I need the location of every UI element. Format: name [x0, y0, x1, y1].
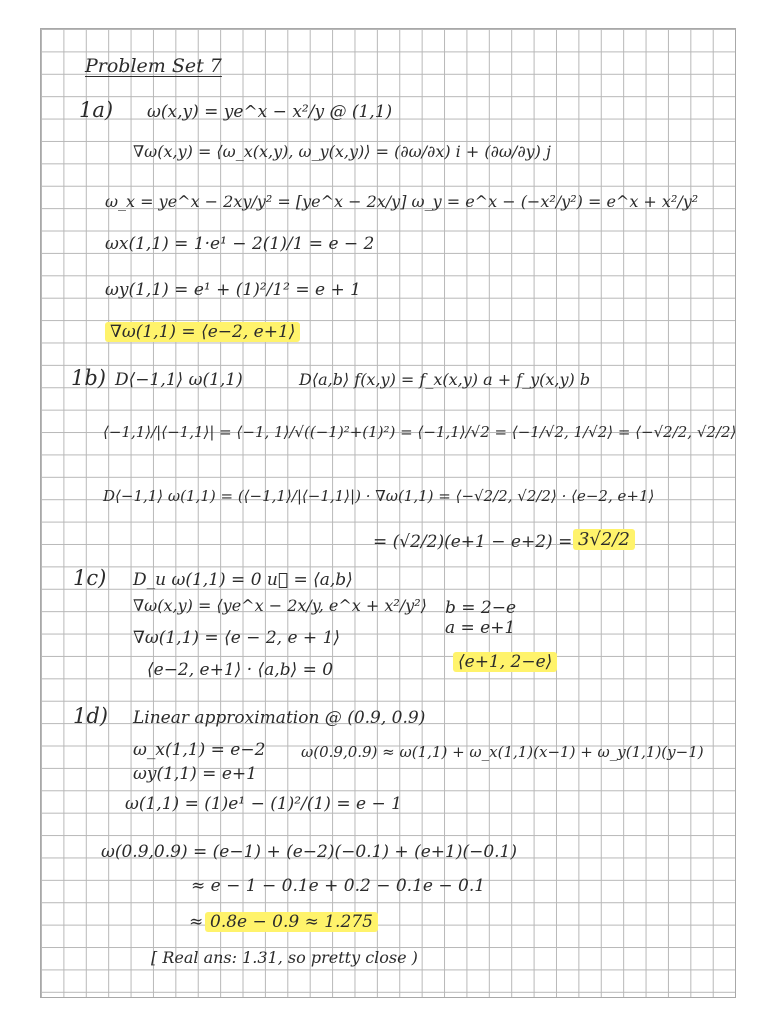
graph-paper-sheet: [40, 28, 736, 998]
problem-1a-wx-eval: ωx(1,1) = 1·e¹ − 2(1)/1 = e − 2: [105, 234, 375, 254]
answer-highlight: ∇ω(1,1) = ⟨e−2, e+1⟩: [105, 322, 300, 342]
answer-highlight: 3√2/2: [573, 529, 635, 550]
problem-1a-function: ω(x,y) = ye^x − x²/y @ (1,1): [147, 102, 393, 122]
problem-1c-gradient-eval: ∇ω(1,1) = ⟨e − 2, e + 1⟩: [133, 628, 341, 648]
problem-1a-wy-eval: ωy(1,1) = e¹ + (1)²/1² = e + 1: [105, 280, 361, 300]
problem-1c-dot-equation: ⟨e−2, e+1⟩ · ⟨a,b⟩ = 0: [147, 660, 334, 680]
problem-1b-unit-vector: ⟨−1,1⟩/|⟨−1,1⟩| = ⟨−1, 1⟩/√((−1)²+(1)²) = ⟨−1,1⟩/√2 = ⟨−1/√2, 1/√2⟩ = ⟨−√2/2, √2/2⟩: [103, 423, 737, 441]
problem-1c-answer: [453, 651, 557, 673]
problem-1b-label: 1b): [71, 366, 106, 390]
problem-1d-substitution: ω(0.9,0.9) = (e−1) + (e−2)(−0.1) + (e+1)(−0.1): [101, 842, 518, 862]
problem-1d-expansion: ≈ e − 1 − 0.1e + 0.2 − 0.1e − 0.1: [191, 876, 486, 896]
problem-1c-label: 1c): [73, 566, 107, 590]
problem-1a-label: 1a): [79, 98, 114, 122]
answer-highlight: ⟨e+1, 2−e⟩: [453, 652, 557, 672]
problem-1a-answer: [105, 321, 300, 343]
problem-1b-formula: D⟨a,b⟩ f(x,y) = f_x(x,y) a + f_y(x,y) b: [299, 370, 591, 389]
problem-1c-b-value: b = 2−e: [445, 598, 517, 618]
problem-1b-directional: D⟨−1,1⟩ ω(1,1): [115, 370, 243, 390]
page-title: Problem Set 7: [85, 55, 222, 77]
problem-1a-partials: ω_x = ye^x − 2xy/y² = [ye^x − 2x/y] ω_y = e^x − (−x²/y²) = e^x + x²/y²: [105, 192, 699, 211]
problem-1d-linearization: ω(0.9,0.9) ≈ ω(1,1) + ω_x(1,1)(x−1) + ω_y(1,1)(y−1): [301, 743, 704, 761]
problem-1d-w-eval: ω(1,1) = (1)e¹ − (1)²/(1) = e − 1: [125, 794, 402, 814]
problem-1b-dot-product: D⟨−1,1⟩ ω(1,1) = (⟨−1,1⟩/|⟨−1,1⟩|) · ∇ω(1,1) = ⟨−√2/2, √2/2⟩ · ⟨e−2, e+1⟩: [103, 487, 655, 505]
problem-1d-answer: [205, 911, 378, 933]
answer-highlight: 0.8e − 0.9 ≈ 1.275: [205, 912, 378, 932]
problem-1d-wy: ωy(1,1) = e+1: [133, 764, 257, 784]
problem-1c-condition: D_u ω(1,1) = 0 u⃗ = ⟨a,b⟩: [133, 570, 353, 590]
problem-1a-gradient-def: ∇ω(x,y) = ⟨ω_x(x,y), ω_y(x,y)⟩ = (∂ω/∂x) i + (∂ω/∂y) j: [133, 142, 551, 161]
problem-1b-simplify: = (√2/2)(e+1 − e+2) =: [373, 532, 573, 552]
problem-1b-answer: [573, 529, 635, 551]
problem-1d-label: 1d): [73, 704, 108, 728]
problem-1d-heading: Linear approximation @ (0.9, 0.9): [133, 708, 426, 728]
problem-1c-a-value: a = e+1: [445, 618, 516, 638]
problem-1d-wx: ω_x(1,1) = e−2: [133, 740, 266, 760]
problem-1d-note: [ Real ans: 1.31, so pretty close ): [151, 948, 418, 967]
problem-1d-approx-symbol: ≈: [189, 912, 204, 932]
problem-1c-gradient: ∇ω(x,y) = ⟨ye^x − 2x/y, e^x + x²/y²⟩: [133, 596, 427, 615]
